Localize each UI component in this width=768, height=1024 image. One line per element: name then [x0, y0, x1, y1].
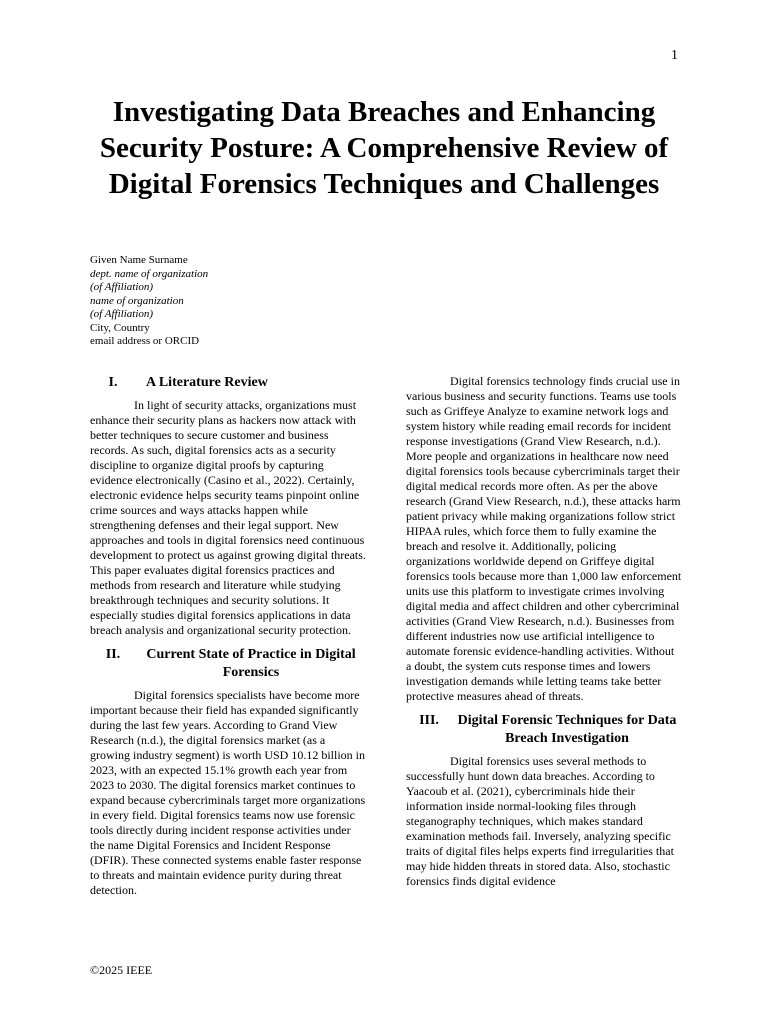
author-org: name of organization: [90, 294, 184, 307]
section-heading-2: [90, 646, 366, 682]
section-2-paragraph-1: Digital forensics specialists have become more important because their field has expanded significantly during the last few years. According to Grand View Research (n.d.), the digital forensics market (as a growing industry segment) is worth USD 10.12 billion in 2023, with an expected 15.1% growth each year from 2023 to 2030. The digital forensics market continues to expand because cybercriminals target more organizations in every field. Digital forensics teams now use forensic tools directly during incident response activities under the name Digital Forensics and Incident Response (DFIR). These connected systems enable faster response to threats and maintain evidence purity during threat detection.: [90, 688, 366, 897]
copyright-footer: ©2025 IEEE: [90, 963, 153, 977]
section-title: Digital Forensic Techniques for Data Breach Investigation: [457, 713, 677, 746]
author-email: email address or ORCID: [90, 335, 200, 347]
left-column: [90, 374, 366, 898]
section-number: III.: [419, 713, 439, 728]
section-heading-3: [406, 712, 682, 748]
section-number: II.: [105, 647, 121, 662]
section-3-paragraph: Digital forensics uses several methods to successfully hunt down data breaches. According to Yaacoub et al. (2021), cybercriminals hide their information inside normal-looking files through steganography techniques, which makes standard examination methods fail. Inversely, analyzing specific traits of digital files helps experts find irregularities that may hide hidden threats in stored data. Also, stochastic forensics finds digital evidence: [406, 754, 674, 888]
author-affiliation-1: (of Affiliation): [90, 281, 154, 293]
right-column: [406, 374, 682, 889]
author-affiliation-2: (of Affiliation): [90, 308, 154, 320]
section-2-paragraph-2: Digital forensics technology finds crucial use in various business and security functions. Teams use tools such as Griffeye Analyze to examine network logs and system history while reading email records for incident response investigations (Grand View Research, n.d.). More people and organizations in healthcare now need digital forensics tools because cybercriminals target their digital medical records more often. As per the above research (Grand View Research, n.d.), these attacks harm patient privacy while making organizations follow strict HIPAA rules, which force them to fully examine the breach and resolve it. Additionally, policing organizations worldwide depend on Griffeye digital forensics tools because more than 1,000 law enforcement units use this platform to investigate crimes involving digital media and affect children and other cybercriminal activities (Grand View Research, n.d.). Businesses from different industries now use artificial intelligence to automate forensic evidence-handling activities. Without a doubt, the system cuts response times and lowers investigation demands while letting teams take better protective measures ahead of threats.: [406, 374, 682, 703]
author-name: Given Name Surname: [90, 254, 188, 266]
section-title: A Literature Review: [146, 375, 268, 390]
author-city: City, Country: [90, 321, 150, 334]
section-number: I.: [108, 375, 118, 390]
author-dept: dept. name of organization: [90, 267, 209, 280]
section-1-paragraph: In light of security attacks, organizations must enhance their security plans as hackers now attack with better techniques to secure customer and business records. As such, digital forensics acts as a security discipline to organize digital proofs by capturing evidence electronically (Casino et al., 2022). Certainly, electronic evidence helps security teams pinpoint online crime sources and ways attacks happen while strengthening defenses and their legal support. New approaches and tools in digital forensics need continuous development to protect us against growing digital threats. This paper evaluates digital forensics practices and methods from research and literature while studying breakthrough techniques and security solutions. It especially studies digital forensics applications in data breach analysis and organizational security protection.: [90, 398, 366, 637]
section-title: Current State of Practice in Digital Forensics: [146, 647, 356, 680]
paper-title: Investigating Data Breaches and Enhancing Security Posture: A Comprehensive Review of Digital Forensics Techniques and Challenges: [99, 96, 669, 200]
section-heading-1: [90, 374, 366, 392]
author-block: [90, 254, 390, 349]
page-number: 1: [671, 48, 678, 63]
